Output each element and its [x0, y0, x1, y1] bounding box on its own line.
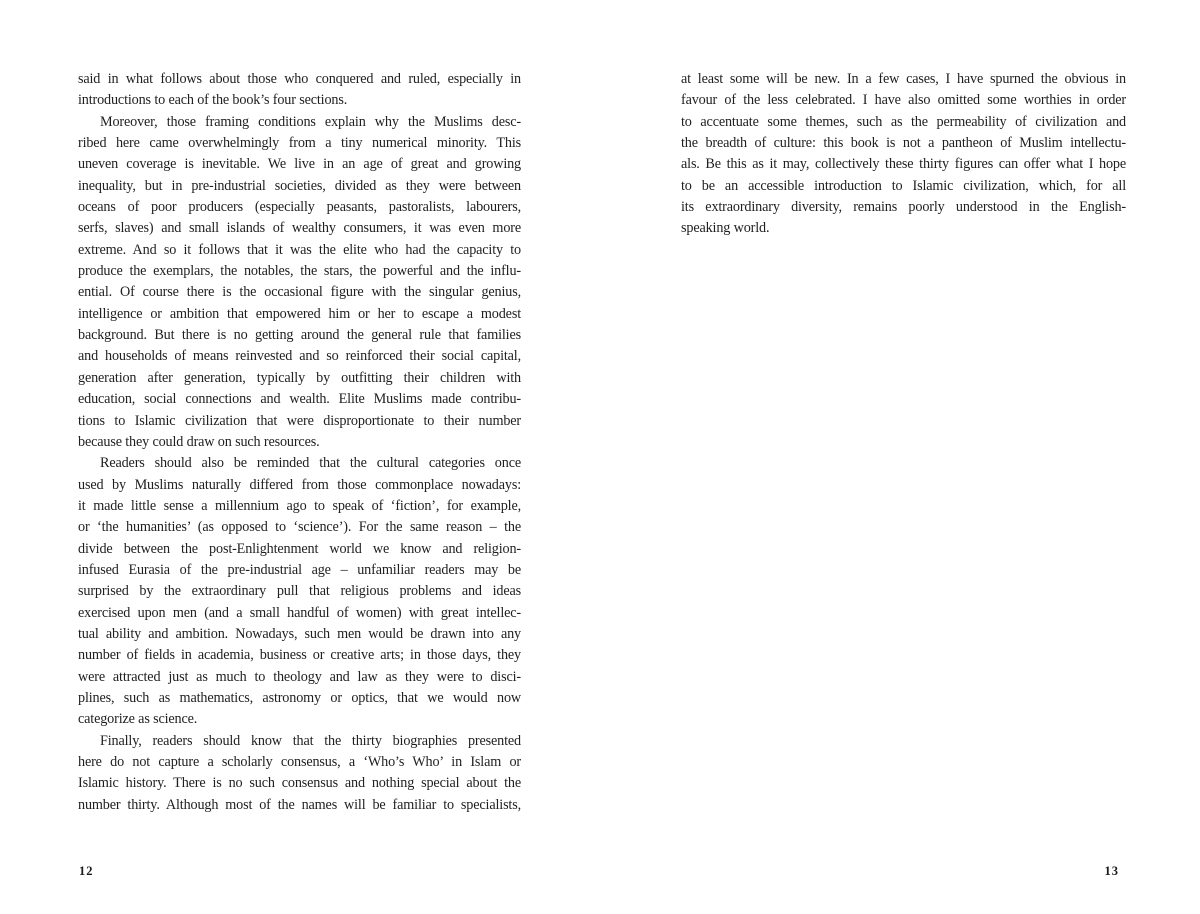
text-line: Readers should also be reminded that the cultural categories once — [100, 455, 521, 472]
text-line: intelligence or ambition that empowered him or her to escape a modest — [78, 305, 521, 322]
paragraph — [78, 112, 521, 454]
text-line: generation after generation, typically by outfitting their children with — [78, 369, 521, 386]
page-left-number: 12 — [79, 864, 94, 878]
text-line: introductions to each of the book’s four sections. — [78, 92, 348, 109]
text-line: exercised upon men (and a small handful of women) with great intellec- — [78, 604, 521, 621]
text-line: at least some will be new. In a few cases, I have spurned the obvious in — [681, 71, 1126, 87]
page-right-text-column — [681, 69, 1126, 240]
text-line: to accentuate some themes, such as the permeability of civilization and — [681, 113, 1126, 130]
page-right-number: 13 — [1104, 864, 1119, 878]
text-line: used by Muslims naturally differed from those commonplace nowadays: — [78, 476, 521, 493]
text-line: its extraordinary diversity, remains poorly understood in the English- — [681, 199, 1126, 216]
text-line: tual ability and ambition. Nowadays, such men would be drawn into any — [78, 625, 521, 642]
text-line: uneven coverage is inevitable. We live in an age of great and growing — [78, 156, 521, 173]
text-line: Moreover, those framing conditions explain why the Muslims desc- — [100, 113, 521, 130]
text-line: it made little sense a millennium ago to speak of ‘fiction’, for example, — [78, 497, 521, 514]
text-line: to be an accessible introduction to Islamic civilization, which, for all — [681, 177, 1126, 194]
text-line: here do not capture a scholarly consensus, a ‘Who’s Who’ in Islam or — [78, 754, 521, 770]
text-line: speaking world. — [681, 220, 770, 237]
text-line: plines, such as mathematics, astronomy or optics, that we would now — [78, 689, 521, 706]
paragraph — [681, 69, 1126, 240]
text-line: inequality, but in pre-industrial societies, divided as they were between — [78, 177, 521, 194]
text-line: produce the exemplars, the notables, the stars, the powerful and the influ- — [78, 263, 521, 280]
text-line: Islamic history. There is no such consensus and nothing special about the — [78, 775, 521, 792]
text-line: ribed here came overwhelmingly from a tiny numerical minority. This — [78, 135, 521, 152]
text-line: or ‘the humanities’ (as opposed to ‘science’). For the same reason – the — [78, 519, 521, 536]
text-line: favour of the less celebrated. I have also omitted some worthies in order — [681, 92, 1126, 109]
text-line: extreme. And so it follows that it was the elite who had the capacity to — [78, 241, 521, 258]
text-line: the breadth of culture: this book is not a pantheon of Muslim intellectu- — [681, 135, 1126, 152]
text-line: categorize as science. — [78, 711, 198, 728]
text-line: and households of means reinvested and so reinforced their social capital, — [78, 348, 521, 365]
text-line: number of fields in academia, business or creative arts; in those days, they — [78, 647, 521, 664]
text-line: Finally, readers should know that the thirty biographies presented — [100, 732, 521, 749]
text-line: infused Eurasia of the pre-industrial age – unfamiliar readers may be — [78, 561, 521, 578]
text-line: were attracted just as much to theology and law as they were to disci- — [78, 668, 521, 685]
text-line: number thirty. Although most of the names will be familiar to specialists, — [78, 796, 521, 813]
text-line: surprised by the extraordinary pull that religious problems and ideas — [78, 583, 521, 600]
text-line: said in what follows about those who conquered and ruled, especially in — [78, 71, 521, 87]
text-line: serfs, slaves) and small islands of wealthy consumers, it was even more — [78, 220, 521, 237]
paragraph — [78, 731, 521, 816]
text-line: als. Be this as it may, collectively these thirty figures can offer what I hope — [681, 156, 1126, 173]
text-line: divide between the post-Enlightenment world we know and religion- — [78, 540, 521, 557]
text-line: because they could draw on such resources. — [78, 433, 320, 450]
text-line: background. But there is no getting around the general rule that families — [78, 327, 521, 344]
page-left-text-column — [78, 69, 521, 816]
paragraph — [78, 69, 521, 112]
text-line: oceans of poor producers (especially peasants, pastoralists, labourers, — [78, 199, 521, 216]
text-line: ential. Of course there is the occasional figure with the singular genius, — [78, 284, 521, 301]
text-line: education, social connections and wealth. Elite Muslims made contribu- — [78, 391, 521, 408]
paragraph — [78, 453, 521, 730]
text-line: tions to Islamic civilization that were disproportionate to their number — [78, 412, 521, 429]
